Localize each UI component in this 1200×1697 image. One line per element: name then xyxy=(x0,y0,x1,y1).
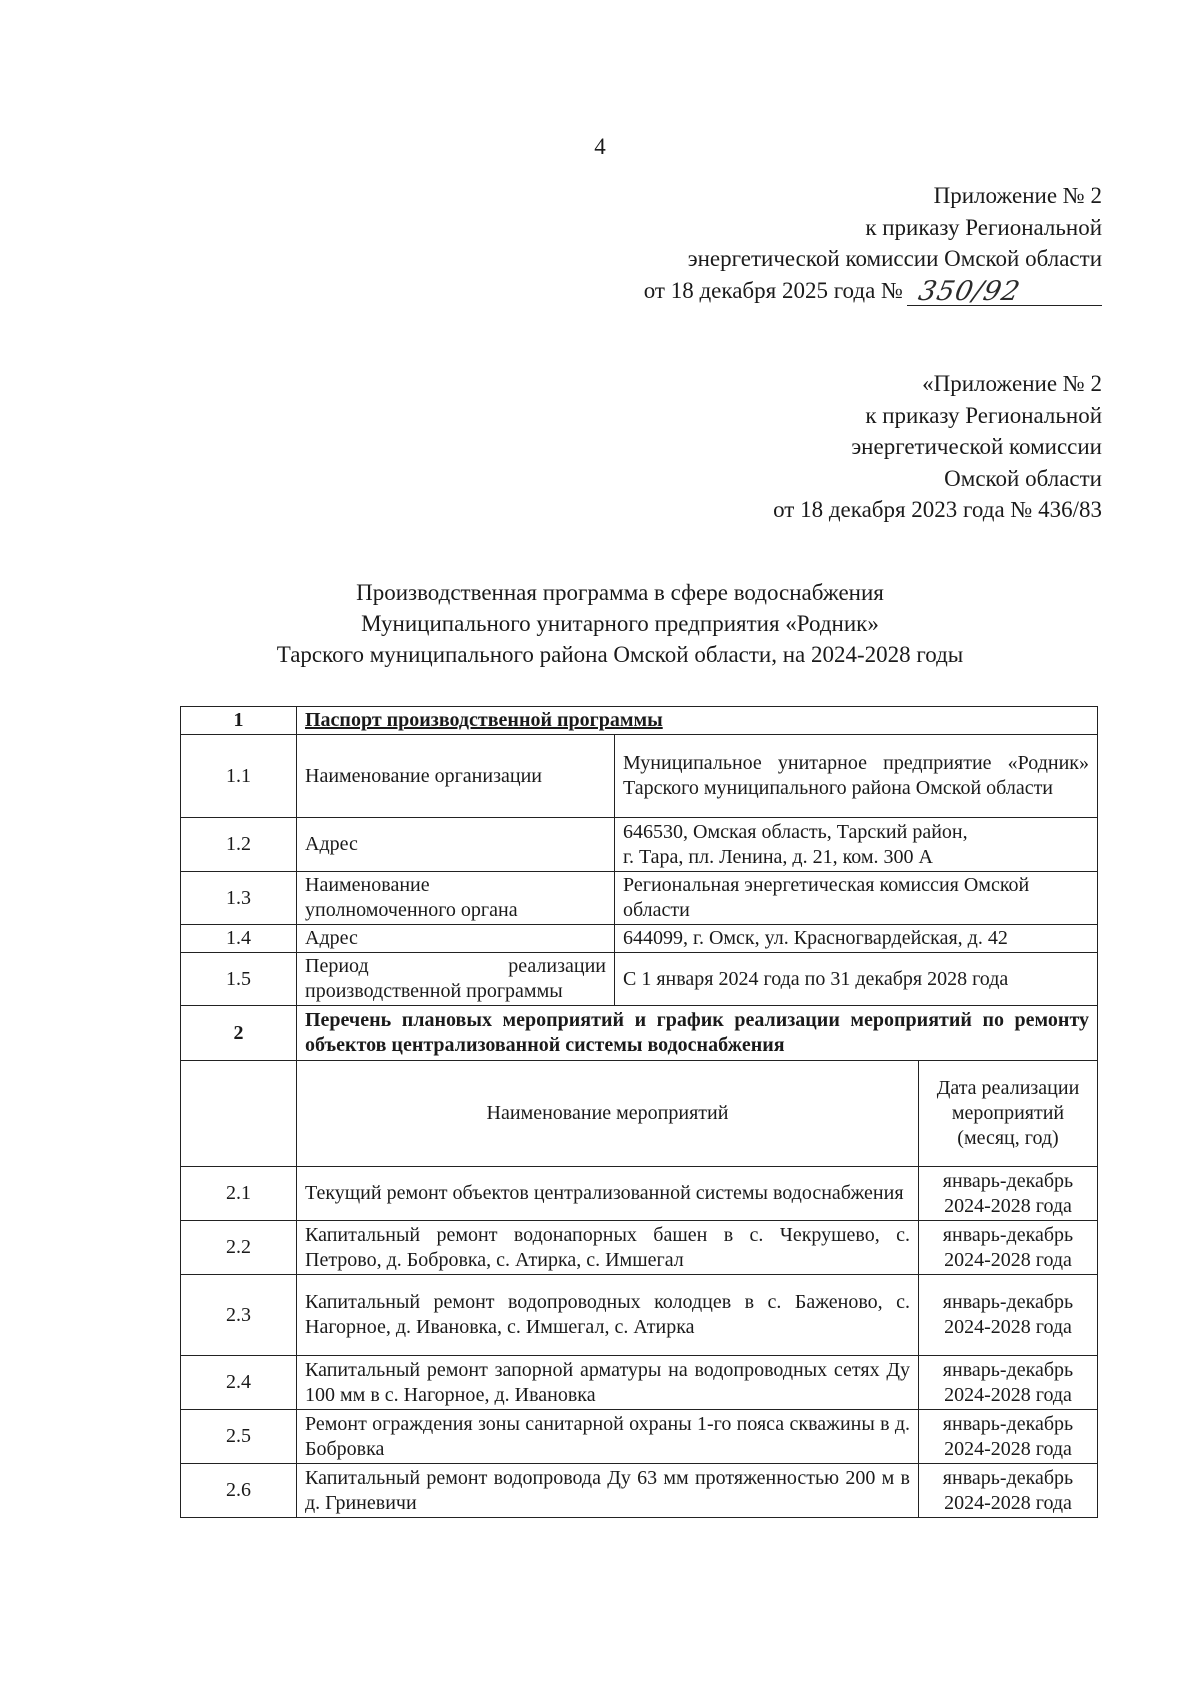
title-line-3: Тарского муниципального района Омской области, на 2024-2028 годы xyxy=(276,642,964,667)
row-number: 1.5 xyxy=(181,953,297,1006)
order-date-text: от 18 декабря 2025 года № xyxy=(643,277,903,303)
empty-cell xyxy=(181,1061,297,1167)
table-row xyxy=(181,1167,1098,1221)
order-number-handwritten xyxy=(907,275,1102,307)
row-value: 644099, г. Омск, ул. Красногвардейская, д. 42 xyxy=(615,925,1098,953)
row-number: 2.4 xyxy=(181,1356,297,1410)
production-program-table xyxy=(180,706,1098,1518)
original-order-reference: к приказу Региональной xyxy=(865,402,1102,428)
activity-name: Текущий ремонт объектов централизованной системы водоснабжения xyxy=(297,1167,919,1221)
order-reference: к приказу Региональной xyxy=(865,214,1102,240)
activity-date: январь-декабрь 2024-2028 года xyxy=(919,1221,1098,1275)
row-label: Наименование организации xyxy=(297,735,615,818)
section-number: 2 xyxy=(181,1006,297,1061)
row-value: Муниципальное унитарное предприятие «Родник» Тарского муниципального района Омской области xyxy=(615,735,1098,818)
row-number: 1.4 xyxy=(181,925,297,953)
table-row xyxy=(181,872,1098,925)
table-row xyxy=(181,818,1098,872)
table-row xyxy=(181,1221,1098,1275)
row-value: С 1 января 2024 года по 31 декабря 2028 года xyxy=(615,953,1098,1006)
document-title xyxy=(0,577,1200,670)
activity-name: Капитальный ремонт запорной арматуры на водопроводных сетях Ду 100 мм в с. Нагорное, д. Ивановка xyxy=(297,1356,919,1410)
row-label: Период реализации производственной программы xyxy=(297,953,615,1006)
activity-date: январь-декабрь 2024-2028 года xyxy=(919,1410,1098,1464)
column-header-name: Наименование мероприятий xyxy=(297,1061,919,1167)
original-commission-name: энергетической комиссии xyxy=(851,434,1102,459)
row-number: 1.2 xyxy=(181,818,297,872)
row-number: 1.3 xyxy=(181,872,297,925)
activity-date: январь-декабрь 2024-2028 года xyxy=(919,1356,1098,1410)
activity-name: Капитальный ремонт водопроводных колодцев в с. Баженово, с. Нагорное, д. Ивановка, с. Имшегал, с. Атирка xyxy=(297,1275,919,1356)
order-number-value: 350/92 xyxy=(915,275,1024,307)
activity-date: январь-декабрь 2024-2028 года xyxy=(919,1167,1098,1221)
row-number: 1.1 xyxy=(181,735,297,818)
table-row xyxy=(181,735,1098,818)
address-line-1: 646530, Омская область, Тарский район, xyxy=(623,820,968,843)
activity-date: январь-декабрь 2024-2028 года xyxy=(919,1275,1098,1356)
row-label: Адрес xyxy=(297,925,615,953)
appendix-header-current xyxy=(644,180,1102,306)
table-row xyxy=(181,1356,1098,1410)
original-order-date: от 18 декабря 2023 года № 436/83 xyxy=(773,497,1102,522)
section-1-header-row xyxy=(181,707,1098,735)
table-row xyxy=(181,1464,1098,1518)
section-title: Перечень плановых мероприятий и график реализации мероприятий по ремонту объектов централизованной системы водоснабжения xyxy=(297,1006,1098,1061)
commission-name: энергетической комиссии Омской области xyxy=(687,246,1102,271)
original-region: Омской области xyxy=(944,465,1102,491)
appendix-label: Приложение № 2 xyxy=(933,183,1102,208)
title-line-1: Производственная программа в сфере водоснабжения xyxy=(356,580,884,605)
activity-date: январь-декабрь 2024-2028 года xyxy=(919,1464,1098,1518)
table-row xyxy=(181,925,1098,953)
column-header-row xyxy=(181,1061,1098,1167)
address-line-2: г. Тара, пл. Ленина, д. 21, ком. 300 А xyxy=(623,845,933,868)
order-date-line xyxy=(644,275,1102,307)
row-label: Адрес xyxy=(297,818,615,872)
page-number: 4 xyxy=(594,134,606,159)
section-title: Паспорт производственной программы xyxy=(297,707,1098,735)
row-number: 2.3 xyxy=(181,1275,297,1356)
original-appendix-label: «Приложение № 2 xyxy=(922,371,1102,396)
row-number: 2.1 xyxy=(181,1167,297,1221)
activity-name: Ремонт ограждения зоны санитарной охраны 1-го пояса скважины в д. Бобровка xyxy=(297,1410,919,1464)
column-header-date: Дата реализации мероприятий (месяц, год) xyxy=(919,1061,1098,1167)
row-value: Региональная энергетическая комиссия Омской области xyxy=(615,872,1098,925)
row-value xyxy=(615,818,1098,872)
row-label: Наименование уполномоченного органа xyxy=(297,872,615,925)
table-row xyxy=(181,953,1098,1006)
appendix-header-original xyxy=(773,368,1102,526)
title-line-2: Муниципального унитарного предприятия «Родник» xyxy=(361,611,879,636)
section-number: 1 xyxy=(181,707,297,735)
section-2-header-row xyxy=(181,1006,1098,1061)
row-number: 2.5 xyxy=(181,1410,297,1464)
activity-name: Капитальный ремонт водопровода Ду 63 мм протяженностью 200 м в д. Гриневичи xyxy=(297,1464,919,1518)
table-row xyxy=(181,1410,1098,1464)
row-number: 2.2 xyxy=(181,1221,297,1275)
row-number: 2.6 xyxy=(181,1464,297,1518)
table-row xyxy=(181,1275,1098,1356)
activity-name: Капитальный ремонт водонапорных башен в с. Чекрушево, с. Петрово, д. Бобровка, с. Атирка, с. Имшегал xyxy=(297,1221,919,1275)
